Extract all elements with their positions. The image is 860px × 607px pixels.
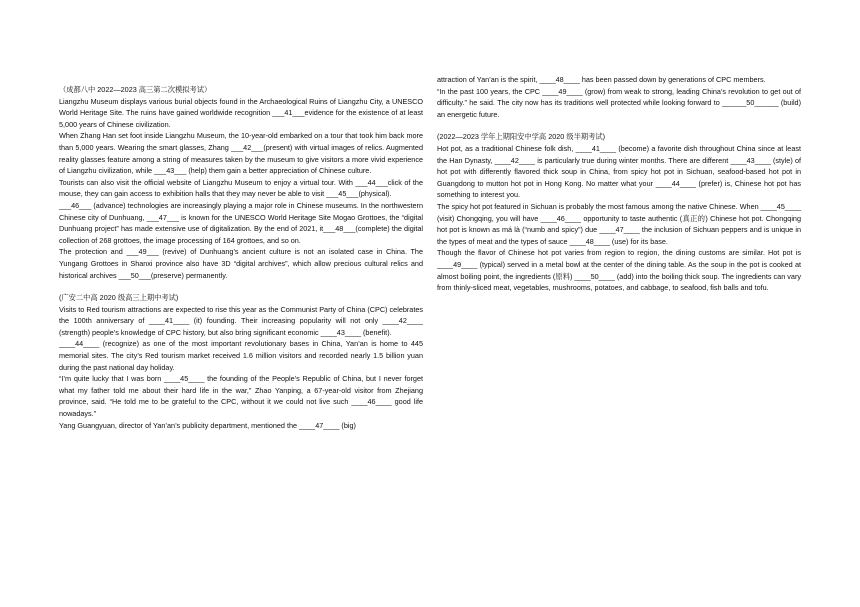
section2-continuation-2: “In the past 100 years, the CPC ____49____ (grow) from weak to strong, leading China’s revolution to get out of difficulty.” he said. The city now has its traditions well protected while looking forward to ______50______ (build) an energetic future. xyxy=(437,86,801,119)
section1-paragraph-5: The protection and ___49___ (revive) of Dunhuang’s ancient culture is not an isolated case in China. The Yungang Grottoes in Shanxi province also have 3D “digital archives”, which allow precious cultural relics and historical archives ___50___(preserve) permanently. xyxy=(59,247,423,280)
section-gap xyxy=(437,120,801,131)
left-column xyxy=(59,84,423,431)
section1-paragraph-4: ___46___ (advance) technologies are increasingly playing a major role in Chinese museums. In the northwestern Chinese city of Dunhuang, ___47___ is known for the UNESCO World Heritage Site Mogao Grottoes, the “digital Dunhuang project” has made extensive use of digitalization. By the end of 2021, it___48___(complete) the digital collection of 268 grottoes, the image processing of 164 grottoes, and so on. xyxy=(59,200,423,245)
section1-paragraph-3: Tourists can also visit the official website of Liangzhu Museum to enjoy a virtual tour. With ___44___click of the mouse, they can gain access to exhibition halls that they may never be able to visit ___45___(physical). xyxy=(59,177,423,199)
section1-paragraph-2: When Zhang Han set foot inside Liangzhu Museum, the 10-year-old embarked on a tour that took him back more than 5,000 years. Wearing the smart glasses, Zhang ___42___(present) with virtual images of relics. Augmented reality glasses feature among a string of measures taken by the museum to give visitors a more vivid experience of Liangzhu civilization, while ___43___ (help) them gain a better appreciation of Chinese culture. xyxy=(59,131,423,176)
section2-paragraph-2: ____44____ (recognize) as one of the most important revolutionary bases in China, Yan’an is home to 445 memorial sites. The city’s Red tourism market received 1.6 million visitors and recorded nearly 1.5 billion yuan during the past national day holiday. xyxy=(59,339,423,372)
section-gap xyxy=(59,281,423,292)
right-column xyxy=(437,74,801,294)
section3-paragraph-3: Though the flavor of Chinese hot pot varies from region to region, the dining customs are similar. Hot pot is ____49____ (typical) served in a metal bowl at the center of the dining table. As the soup in the pot is cooked at almost boiling point, the ingredients (原料) ____50____ (add) into the boiling thick soup. The ingredients can vary from thinly-sliced meat, vegetables, mushrooms, potatoes, and cabbage, to seafood, fish balls and tofu. xyxy=(437,248,801,293)
section2-paragraph-3: “I’m quite lucky that I was born ____45____ the founding of the People’s Republic of China, but I never forget what my father told me about their hard life in the war,” Zhao Yanping, a 67-year-old visitor from Zhejiang province, said. “He told me to be grateful to the CPC, without it we could not live such ____46____ good life nowadays.” xyxy=(59,374,423,419)
section2-paragraph-1: Visits to Red tourism attractions are expected to rise this year as the Communist Party of China (CPC) celebrates the 100th anniversary of ____41____ (it) founding. Their increasing popularity will not only ____42____ (strength) people’s knowledge of CPC history, but also bring significant economic ____43____ (benefit). xyxy=(59,304,423,337)
section3-paragraph-2: The spicy hot pot featured in Sichuan is probably the most famous among the native Chinese. When ____45____ (visit) Chongqing, you will have ____46____ opportunity to taste authentic (真正的) Chinese hot pot. Chongqing hot pot is known as má là (“numb and spicy”) due ____47____ the inclusion of Sichuan peppers and is unique in the types of meat and the types of sauce ____48____ (use) for its base. xyxy=(437,201,801,246)
section2-paragraph-4: Yang Guangyuan, director of Yan’an’s publicity department, mentioned the ____47____ (big) xyxy=(59,420,356,430)
section3-source: (2022—2023 学年上期阳安中学高 2020 级半期考试) xyxy=(437,132,606,142)
section1-paragraph-1: Liangzhu Museum displays various burial objects found in the Archaeological Ruins of Liangzhu City, a UNESCO World Heritage Site. The ruins have gained worldwide recognition ___41___evidence for the existence of at least 5,000 years of Chinese civilization. xyxy=(59,96,423,129)
section1-source: （成都八中 2022—2023 高三第二次模拟考试） xyxy=(59,85,212,94)
section2-source: (广安二中高 2020 级高三上期中考试) xyxy=(59,293,179,303)
section2-continuation-1: attraction of Yan’an is the spirit, ____48____ has been passed down by generations of CPC members. xyxy=(437,75,766,84)
section3-paragraph-1: Hot pot, as a traditional Chinese folk dish, ____41____ (become) a favorite dish throughout China since at least the Han Dynasty, ____42____ is particularly true during winter months. There are different ____43____ (style) of hot pot with differently flavored thick soup in China, from spicy hot pot in Sichuan, seafood-based hot pot in Guangdong to mutton hot pot in Hong Kong. No matter what your ____44____ (prefer) is, Chinese hot pot has something to interest you. xyxy=(437,143,801,200)
